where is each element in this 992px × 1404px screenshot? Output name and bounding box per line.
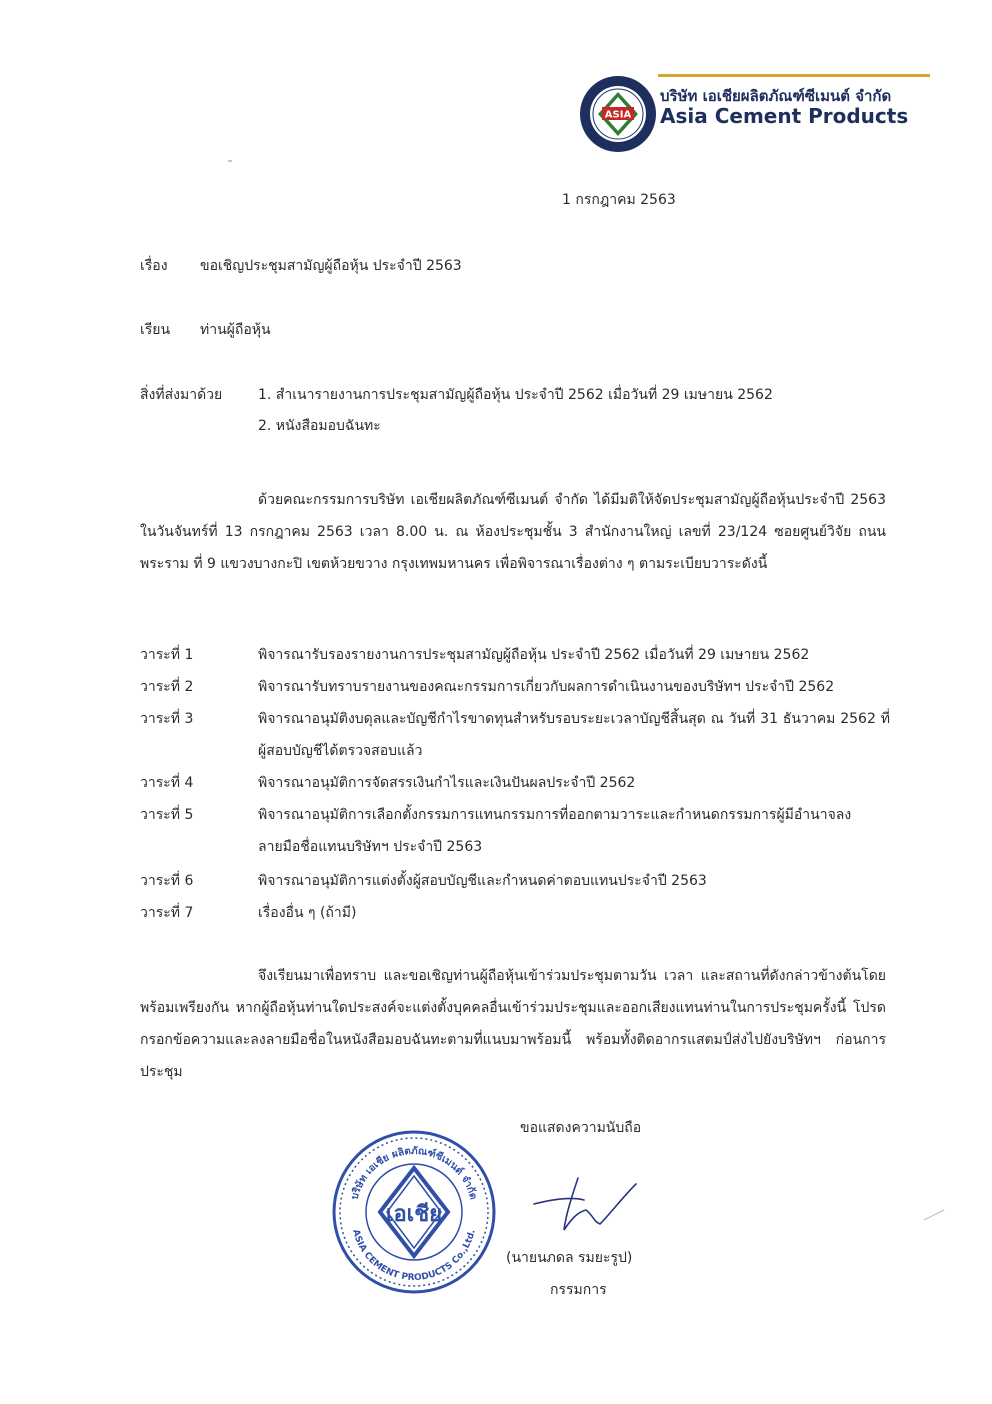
svg-text:ASIA CEMENT PRODUCTS Co.,Ltd.: ASIA CEMENT PRODUCTS Co.,Ltd. [350,1228,478,1284]
agenda-number: วาระที่ 6 [140,873,194,889]
invitation-paragraph [140,960,886,1088]
intro-paragraph-text: ด้วยคณะกรรมการบริษัท เอเชียผลิตภัณฑ์ซีเมนต์ จำกัด ได้มีมติให้จัดประชุมสามัญผู้ถือหุ้นประจำปี 2563 ในวันจันทร์ที่ 13 กรกฎาคม 2563 เวลา 8.00 น. ณ ห้องประชุมชั้น 3 สำนักงานใหญ่ เลขที่ 23/124 ซอยศูนย์วิจัย ถนนพระราม ที่ 9 แขวงบางกะปิ เขตห้วยขวาง กรุงเทพมหานคร เพื่อพิจารณาเรื่องต่าง ๆ ตามระเบียบวาระดังนี้ [140,492,886,572]
enclosure-item: 2. หนังสือมอบฉันทะ [258,418,381,434]
recipient-label: เรียน [140,322,171,338]
closing-salutation: ขอแสดงความนับถือ [520,1120,642,1136]
signature-icon [526,1170,646,1240]
agenda-text: พิจารณาอนุมัติงบดุลและบัญชีกำไรขาดทุนสำหรับรอบระยะเวลาบัญชีสิ้นสุด ณ วันที่ 31 ธันวาคม 2562 ที่ผู้สอบบัญชีได้ตรวจสอบแล้ว [258,711,890,759]
subject-value: ขอเชิญประชุมสามัญผู้ถือหุ้น ประจำปี 2563 [200,258,462,274]
company-logo-icon [578,74,658,154]
agenda-text: พิจารณาอนุมัติการแต่งตั้งผู้สอบบัญชีและกำหนดค่าตอบแทนประจำปี 2563 [258,873,707,889]
agenda-text: พิจารณารับรองรายงานการประชุมสามัญผู้ถือหุ้น ประจำปี 2562 เมื่อวันที่ 29 เมษายน 2562 [258,647,810,663]
agenda-number: วาระที่ 4 [140,775,194,791]
agenda-number: วาระที่ 5 [140,807,194,823]
svg-text:เอเชีย: เอเชีย [385,1202,443,1227]
agenda-text: พิจารณาอนุมัติการจัดสรรเงินกำไรและเงินปันผลประจำปี 2562 [258,775,636,791]
company-name-english: Asia Cement Products [660,104,909,128]
agenda-number: วาระที่ 2 [140,679,194,695]
recipient-value: ท่านผู้ถือหุ้น [200,322,271,338]
signer-title: กรรมการ [550,1282,607,1298]
enclosures-label: สิ่งที่ส่งมาด้วย [140,387,223,403]
scan-mark [922,1208,946,1222]
svg-text:บริษัท เอเชีย ผลิตภัณฑ์ซีเมนต์: บริษัท เอเชีย ผลิตภัณฑ์ซีเมนต์ จำกัด [349,1145,479,1201]
agenda-number: วาระที่ 3 [140,711,194,727]
enclosure-item: 1. สำเนารายงานการประชุมสามัญผู้ถือหุ้น ประจำปี 2562 เมื่อวันที่ 29 เมษายน 2562 [258,387,773,403]
letterhead-rule [658,74,930,77]
intro-paragraph [140,484,886,580]
company-seal-icon [330,1128,498,1296]
signer-name: (นายนภดล รมยะรูป) [506,1250,633,1266]
agenda-text: พิจารณาอนุมัติการเลือกตั้งกรรมการแทนกรรมการที่ออกตามวาระและกำหนดกรรมการผู้มีอำนาจลงลายมือชื่อแทนบริษัทฯ ประจำปี 2563 [258,807,852,855]
scan-speck [228,160,232,162]
invitation-paragraph-text: จึงเรียนมาเพื่อทราบ และขอเชิญท่านผู้ถือหุ้นเข้าร่วมประชุมตามวัน เวลา และสถานที่ดังกล่าวข้างต้นโดยพร้อมเพรียงกัน หากผู้ถือหุ้นท่านใดประสงค์จะแต่งตั้งบุคคลอื่นเข้าร่วมประชุมและออกเสียงแทนท่านในการประชุมครั้งนี้ โปรดกรอกข้อความและลงลายมือชื่อในหนังสือมอบฉันทะตามที่แนบมาพร้อมนี้ พร้อมทั้งติดอากรแสตมป์ส่งไปยังบริษัทฯ ก่อนการประชุม [140,968,886,1080]
agenda-text: เรื่องอื่น ๆ (ถ้ามี) [258,905,357,921]
document-date: 1 กรกฎาคม 2563 [562,192,676,208]
svg-text:ASIA: ASIA [604,109,632,121]
subject-label: เรื่อง [140,258,168,274]
agenda-text: พิจารณารับทราบรายงานของคณะกรรมการเกี่ยวกับผลการดำเนินงานของบริษัทฯ ประจำปี 2562 [258,679,835,695]
company-name-thai: บริษัท เอเชียผลิตภัณฑ์ซีเมนต์ จำกัด [660,87,892,105]
agenda-number: วาระที่ 7 [140,905,194,921]
agenda-number: วาระที่ 1 [140,647,194,663]
